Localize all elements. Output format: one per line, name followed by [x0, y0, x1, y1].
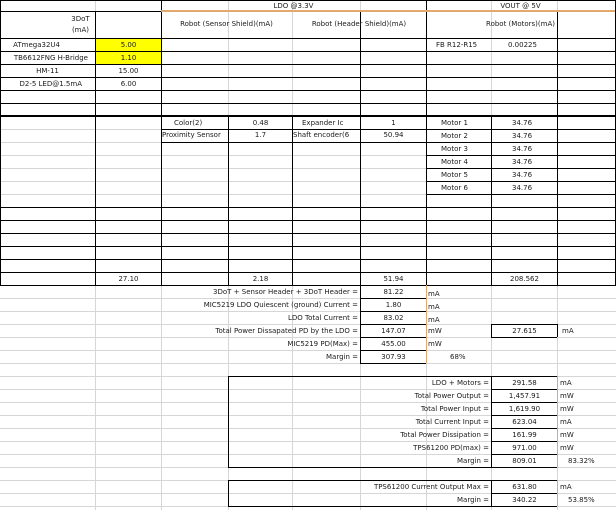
ldo-summary-value: 81.22 — [383, 288, 404, 296]
tps-summary-label: Total Power Dissipation = — [400, 431, 489, 439]
total-sensor: 2.18 — [252, 275, 269, 283]
motor-value: 34.76 — [512, 158, 533, 166]
ldo-summary-value: 147.07 — [381, 327, 406, 335]
tps-margin-percent: 83.32% — [568, 457, 595, 465]
tps-summary-unit: mW — [560, 392, 574, 400]
motor-value: 34.76 — [512, 119, 533, 127]
header-item-label: Shaft encoder(6 — [293, 131, 350, 139]
tps-summary-label: Margin = — [457, 457, 489, 465]
motor-label: Motor 1 — [441, 119, 468, 127]
total-3dot: 27.10 — [118, 275, 139, 283]
tps-summary-value: 809.01 — [512, 457, 537, 465]
threedot-label: ATmega32U4 — [13, 41, 60, 49]
ldo-summary-label: MIC5219 PD(Max) = — [287, 340, 358, 348]
motor-label: Motor 5 — [441, 171, 468, 179]
tps-current-value: 631.80 — [512, 483, 537, 491]
total-motors: 208.562 — [510, 275, 539, 283]
header-vout: VOUT @ 5V — [500, 2, 541, 10]
ldo-margin-percent: 68% — [450, 353, 466, 361]
tps-summary-label: TPS61200 PD(max) = — [413, 444, 489, 452]
tps-summary-label: Total Power Input = — [420, 405, 489, 413]
motor-value: 34.76 — [512, 145, 533, 153]
tps-summary-unit: mW — [560, 444, 574, 452]
tps-summary-unit: mW — [560, 405, 574, 413]
header-3dot: 3DoT — [71, 15, 90, 23]
header-item-label: Expander Ic — [302, 119, 344, 127]
header-item-value: 50.94 — [383, 131, 404, 139]
header-sensor-shield: Robot (Sensor Shield)(mA) — [180, 20, 273, 28]
threedot-label: D2-5 LED@1.5mA — [19, 80, 82, 88]
threedot-label: TB6612FNG H-Bridge — [13, 54, 88, 62]
ldo-summary-unit: mW — [428, 340, 442, 348]
ldo-summary-label: 3DoT + Sensor Header + 3DoT Header = — [213, 288, 358, 296]
tps-summary-unit: mA — [560, 379, 572, 387]
header-header-shield: Robot (Header Shield)(mA) — [311, 20, 407, 28]
side-unit: mA — [562, 327, 574, 335]
ldo-summary-label: Margin = — [326, 353, 358, 361]
fb-label: FB R12-R15 — [436, 41, 478, 49]
motor-value: 34.76 — [512, 171, 533, 179]
threedot-value: 6.00 — [120, 80, 137, 88]
tps-summary-value: 291.58 — [512, 379, 537, 387]
ldo-summary-value: 83.02 — [383, 314, 404, 322]
motor-label: Motor 2 — [441, 132, 468, 140]
ldo-summary-label: LDO Total Current = — [288, 314, 358, 322]
header-motors: Robot (Motors)(mA) — [486, 20, 555, 28]
fb-value: 0.00225 — [508, 41, 537, 49]
ldo-summary-unit: mW — [428, 327, 442, 335]
tps-summary-value: 1,457.91 — [508, 392, 541, 400]
threedot-value: 5.00 — [120, 41, 137, 49]
tps-current-unit: mA — [560, 483, 572, 491]
total-header: 51.94 — [383, 275, 404, 283]
tps-summary-unit: mW — [560, 431, 574, 439]
ldo-summary-value: 307.93 — [381, 353, 406, 361]
tps-summary-label: Total Power Output = — [414, 392, 489, 400]
header-ldo: LDO @3.3V — [273, 2, 314, 10]
tps-summary-label: Total Current Input = — [415, 418, 489, 426]
motor-value: 34.76 — [512, 184, 533, 192]
motor-label: Motor 4 — [441, 158, 468, 166]
motor-value: 34.76 — [512, 132, 533, 140]
tps-current-value: 340.22 — [512, 496, 537, 504]
header-item-value: 1 — [391, 119, 396, 127]
tps-current-label: TPS61200 Current Output Max = — [373, 483, 489, 491]
header-3dot-unit: (mA) — [71, 26, 90, 34]
threedot-label: HM-11 — [36, 67, 59, 75]
tps-summary-unit: mA — [560, 418, 572, 426]
ldo-summary-value: 1.80 — [385, 301, 402, 309]
sensor-label: Color(2) — [174, 119, 203, 127]
tps-current-label: Margin = — [457, 496, 489, 504]
ldo-summary-label: MIC5219 LDO Quiescent (ground) Current = — [203, 301, 358, 309]
sensor-value: 1.7 — [254, 131, 267, 139]
ldo-summary-unit: mA — [428, 316, 440, 324]
threedot-value: 15.00 — [118, 67, 139, 75]
tps-summary-value: 161.99 — [512, 431, 537, 439]
tps-summary-value: 1,619.90 — [508, 405, 541, 413]
tps-summary-label: LDO + Motors = — [431, 379, 489, 387]
tps-current-margin-percent: 53.85% — [568, 496, 595, 504]
motor-label: Motor 3 — [441, 145, 468, 153]
ldo-summary-unit: mA — [428, 290, 440, 298]
tps-summary-value: 971.00 — [512, 444, 537, 452]
threedot-value: 1.10 — [120, 54, 137, 62]
motor-label: Motor 6 — [441, 184, 468, 192]
tps-summary-value: 623.04 — [512, 418, 537, 426]
ldo-summary-unit: mA — [428, 303, 440, 311]
sensor-label: Proximity Sensor — [162, 131, 221, 139]
sensor-value: 0.48 — [252, 119, 269, 127]
side-value: 27.615 — [512, 327, 537, 335]
ldo-summary-label: Total Power Dissapated PD by the LDO = — [215, 327, 358, 335]
ldo-summary-value: 455.00 — [381, 340, 406, 348]
